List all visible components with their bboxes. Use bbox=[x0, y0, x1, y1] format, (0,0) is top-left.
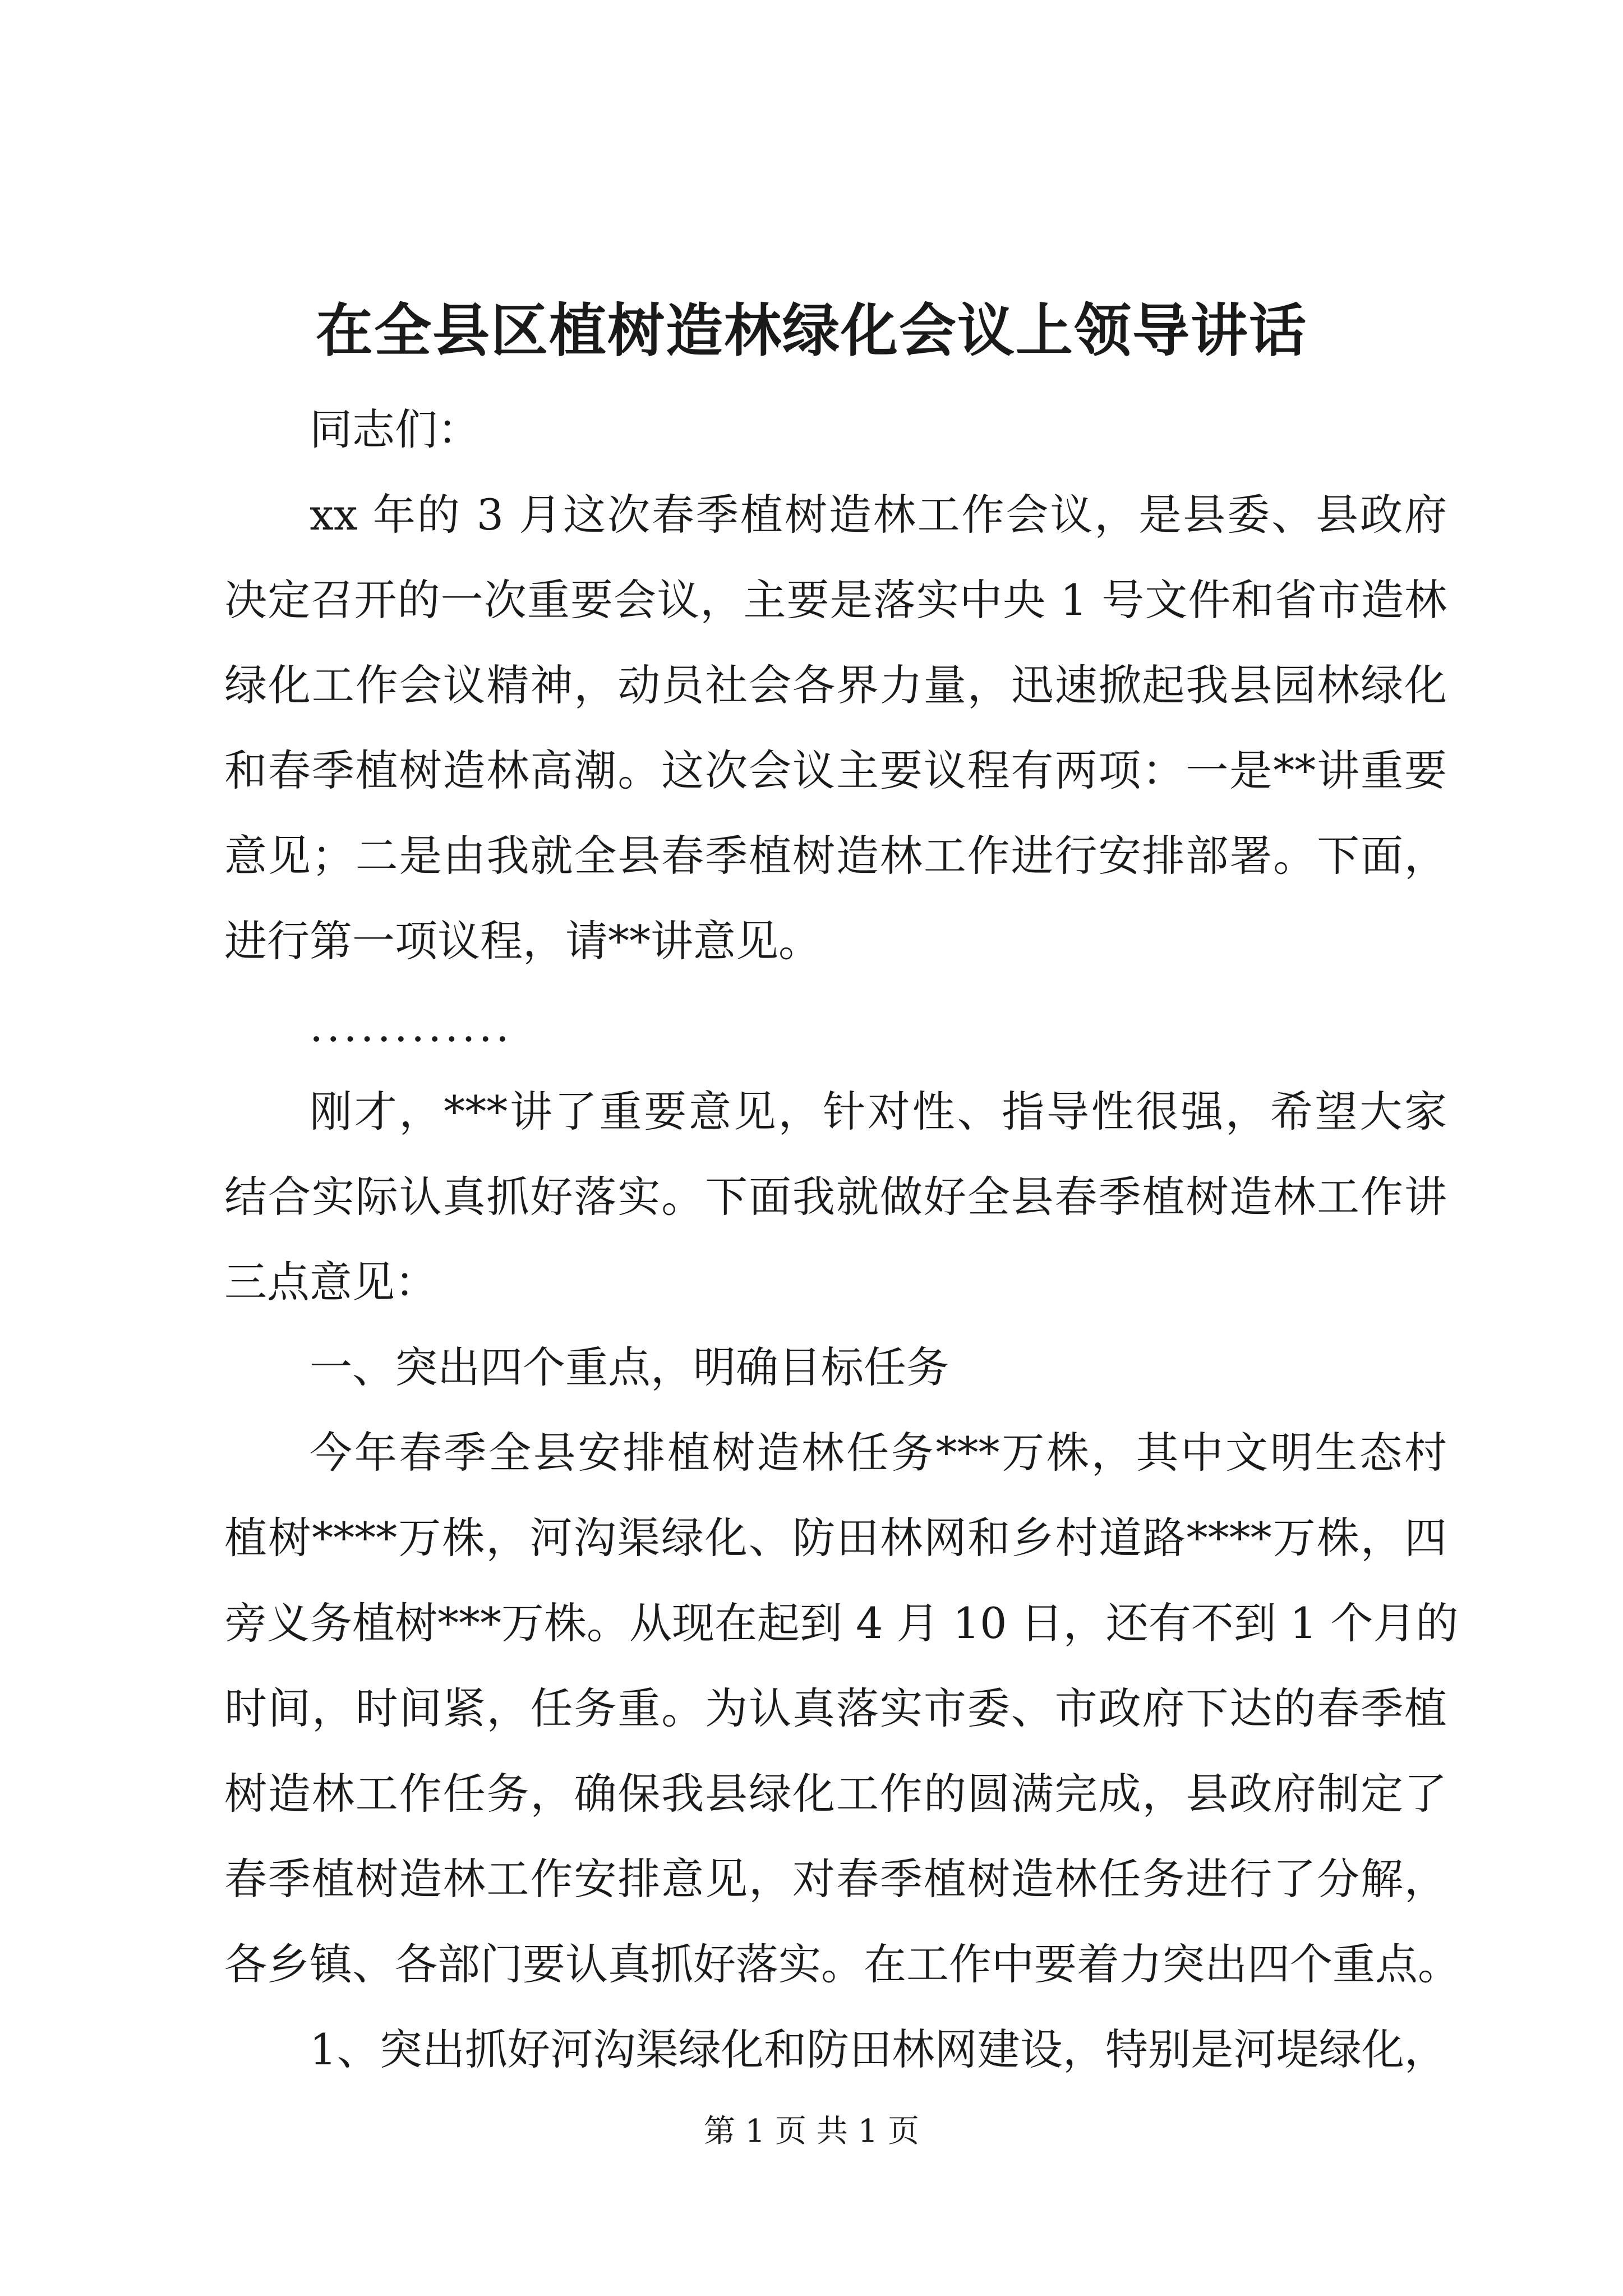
ellipsis-separator: ............ bbox=[310, 1001, 513, 1051]
paragraph-1-line-5: 意见；二是由我就全县春季植树造林工作进行安排部署。下面， bbox=[224, 831, 1447, 881]
paragraph-3-line-6: 春季植树造林工作安排意见，对春季植树造林任务进行了分解， bbox=[224, 1854, 1447, 1904]
document-body bbox=[224, 387, 1460, 2092]
item-1-line-1: 1、突出抓好河沟渠绿化和防田林网建设，特别是河堤绿化， bbox=[310, 2024, 1447, 2074]
paragraph-1-line-1: xx 年的 3 月这次春季植树造林工作会议，是县委、县政府 bbox=[310, 490, 1447, 540]
paragraph-1-line-3: 绿化工作会议精神，动员社会各界力量，迅速掀起我县园林绿化 bbox=[224, 660, 1447, 710]
paragraph-3-line-5: 树造林工作任务，确保我县绿化工作的圆满完成，县政府制定了 bbox=[224, 1769, 1447, 1819]
page-footer: 第 1 页 共 1 页 bbox=[703, 2113, 920, 2150]
paragraph-3-line-4: 时间，时间紧，任务重。为认真落实市委、市政府下达的春季植 bbox=[224, 1683, 1447, 1733]
paragraph-3-line-2: 植树****万株，河沟渠绿化、防田林网和乡村道路****万株，四 bbox=[224, 1513, 1447, 1563]
paragraph-3-line-7: 各乡镇、各部门要认真抓好落实。在工作中要着力突出四个重点。 bbox=[224, 1939, 1460, 1989]
salutation: 同志们： bbox=[310, 404, 480, 454]
paragraph-2-line-3: 三点意见： bbox=[224, 1257, 437, 1307]
paragraph-1-line-2: 决定召开的一次重要会议，主要是落实中央 1 号文件和省市造林 bbox=[224, 575, 1447, 625]
paragraph-2-line-1: 刚才，***讲了重要意见，针对性、指导性很强，希望大家 bbox=[310, 1087, 1447, 1137]
paragraph-1-line-4: 和春季植树造林高潮。这次会议主要议程有两项：一是**讲重要 bbox=[224, 746, 1447, 795]
paragraph-3-line-3: 旁义务植树***万株。从现在起到 4 月 10 日，还有不到 1 个月的 bbox=[224, 1598, 1459, 1648]
paragraph-1-line-6: 进行第一项议程，请**讲意见。 bbox=[224, 916, 821, 966]
document-title: 在全县区植树造林绿化会议上领导讲话 bbox=[316, 297, 1307, 365]
paragraph-3-line-1: 今年春季全县安排植树造林任务***万株，其中文明生态村 bbox=[310, 1428, 1447, 1478]
section-heading-1: 一、突出四个重点，明确目标任务 bbox=[310, 1342, 949, 1392]
paragraph-2-line-2: 结合实际认真抓好落实。下面我就做好全县春季植树造林工作讲 bbox=[224, 1172, 1447, 1222]
